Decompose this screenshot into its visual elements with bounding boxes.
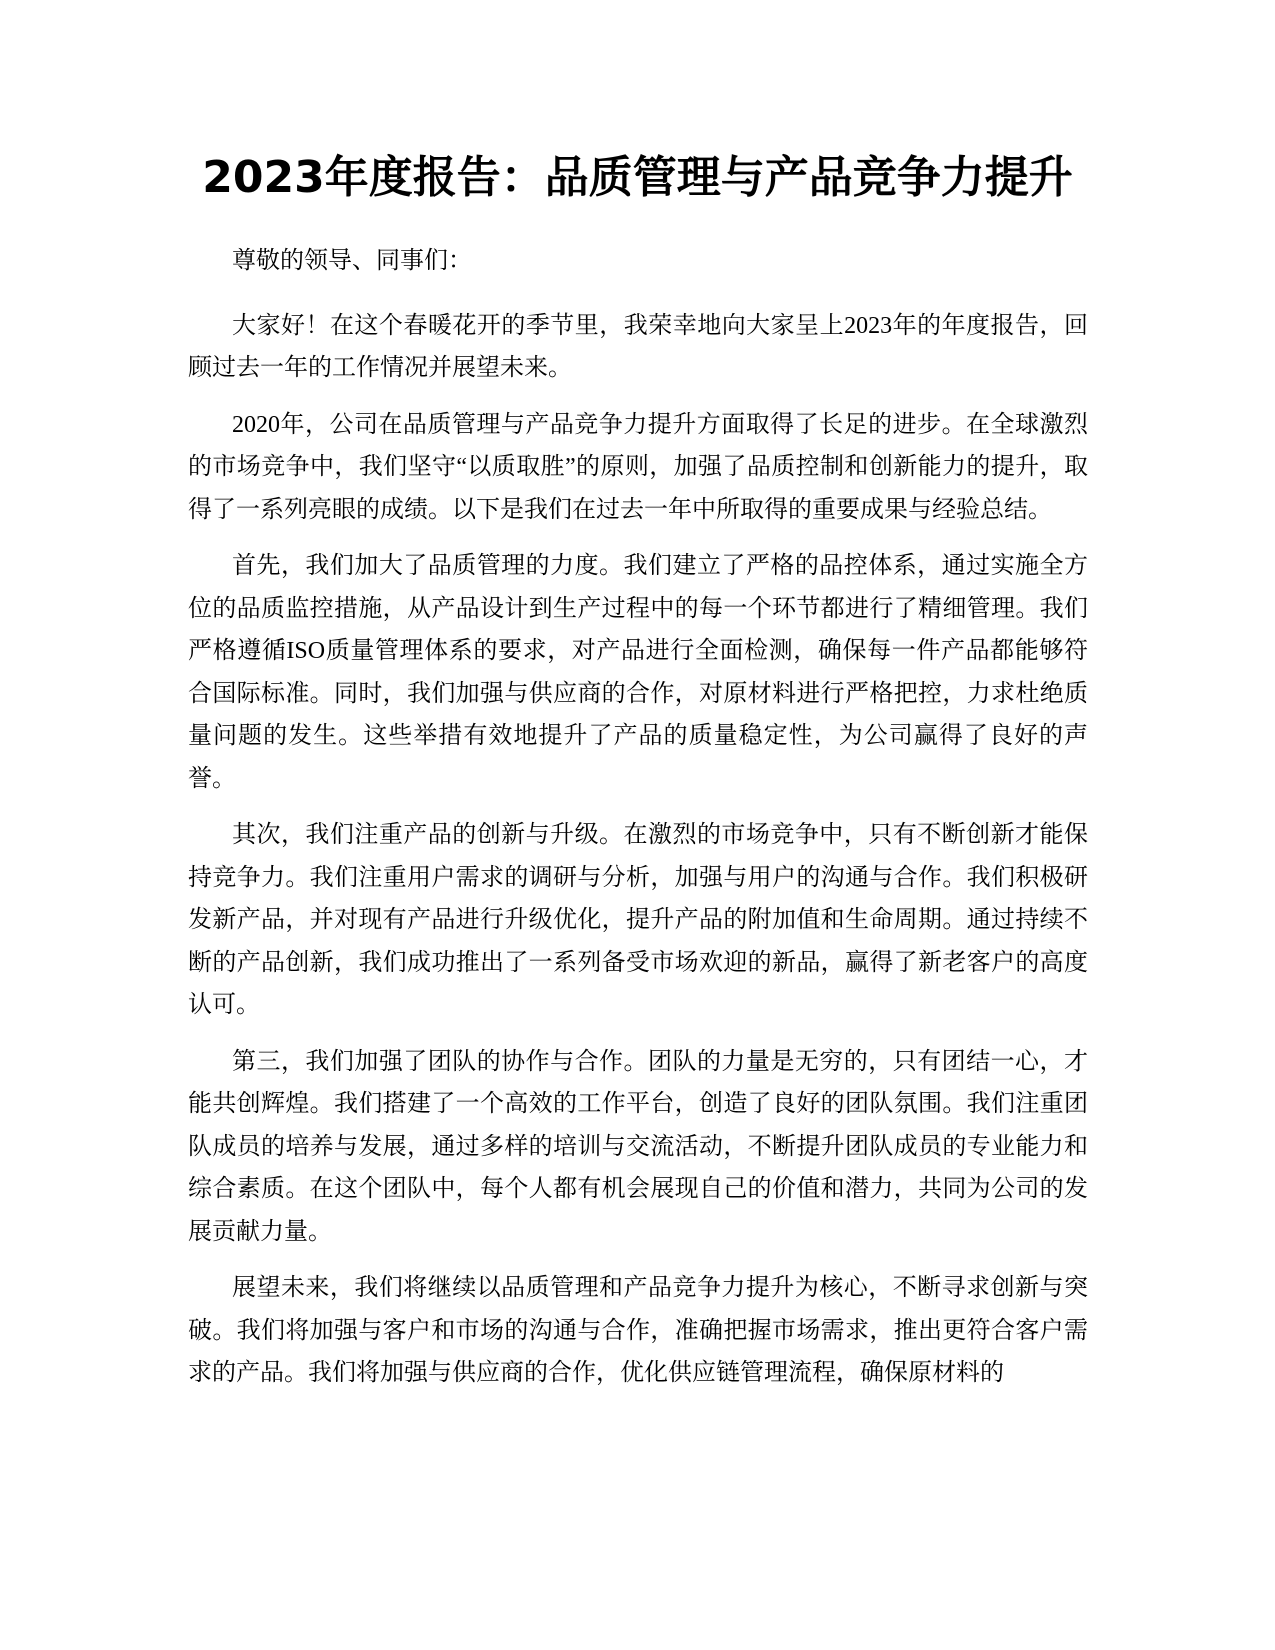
document-body (188, 240, 1088, 1409)
paragraph-greeting: 大家好！在这个春暖花开的季节里，我荣幸地向大家呈上2023年的年度报告，回顾过去一年的工作情况并展望未来。 (188, 312, 1088, 381)
paragraph-overview: 2020年，公司在品质管理与产品竞争力提升方面取得了长足的进步。在全球激烈的市场竞争中，我们坚守“以质取胜”的原则，加强了品质控制和创新能力的提升，取得了一系列亮眼的成绩。以下是我们在过去一年中所取得的重要成果与经验总结。 (188, 411, 1088, 523)
paragraph-product-innovation: 其次，我们注重产品的创新与升级。在激烈的市场竞争中，只有不断创新才能保持竞争力。我们注重用户需求的调研与分析，加强与用户的沟通与合作。我们积极研发新产品，并对现有产品进行升级优化，提升产品的附加值和生命周期。通过持续不断的产品创新，我们成功推出了一系列备受市场欢迎的新品，赢得了新老客户的高度认可。 (188, 822, 1088, 1018)
paragraph-team-collaboration: 第三，我们加强了团队的协作与合作。团队的力量是无穷的，只有团结一心，才能共创辉煌。我们搭建了一个高效的工作平台，创造了良好的团队氛围。我们注重团队成员的培养与发展，通过多样的培训与交流活动，不断提升团队成员的专业能力和综合素质。在这个团队中，每个人都有机会展现自己的价值和潜力，共同为公司的发展贡献力量。 (188, 1048, 1088, 1245)
page-title: 2023年度报告：品质管理与产品竞争力提升 (202, 152, 1073, 203)
paragraph-quality-management: 首先，我们加大了品质管理的力度。我们建立了严格的品控体系，通过实施全方位的品质监控措施，从产品设计到生产过程中的每一个环节都进行了精细管理。我们严格遵循ISO质量管理体系的要求，对产品进行全面检测，确保每一件产品都能够符合国际标准。同时，我们加强与供应商的合作，对原材料进行严格把控，力求杜绝质量问题的发生。这些举措有效地提升了产品的质量稳定性，为公司赢得了良好的声誉。 (188, 553, 1088, 792)
paragraph-outlook: 展望未来，我们将继续以品质管理和产品竞争力提升为核心，不断寻求创新与突破。我们将加强与客户和市场的沟通与合作，准确把握市场需求，推出更符合客户需求的产品。我们将加强与供应商的合作，优化供应链管理流程，确保原材料的 (188, 1275, 1088, 1386)
salutation: 尊敬的领导、同事们： (232, 248, 472, 274)
